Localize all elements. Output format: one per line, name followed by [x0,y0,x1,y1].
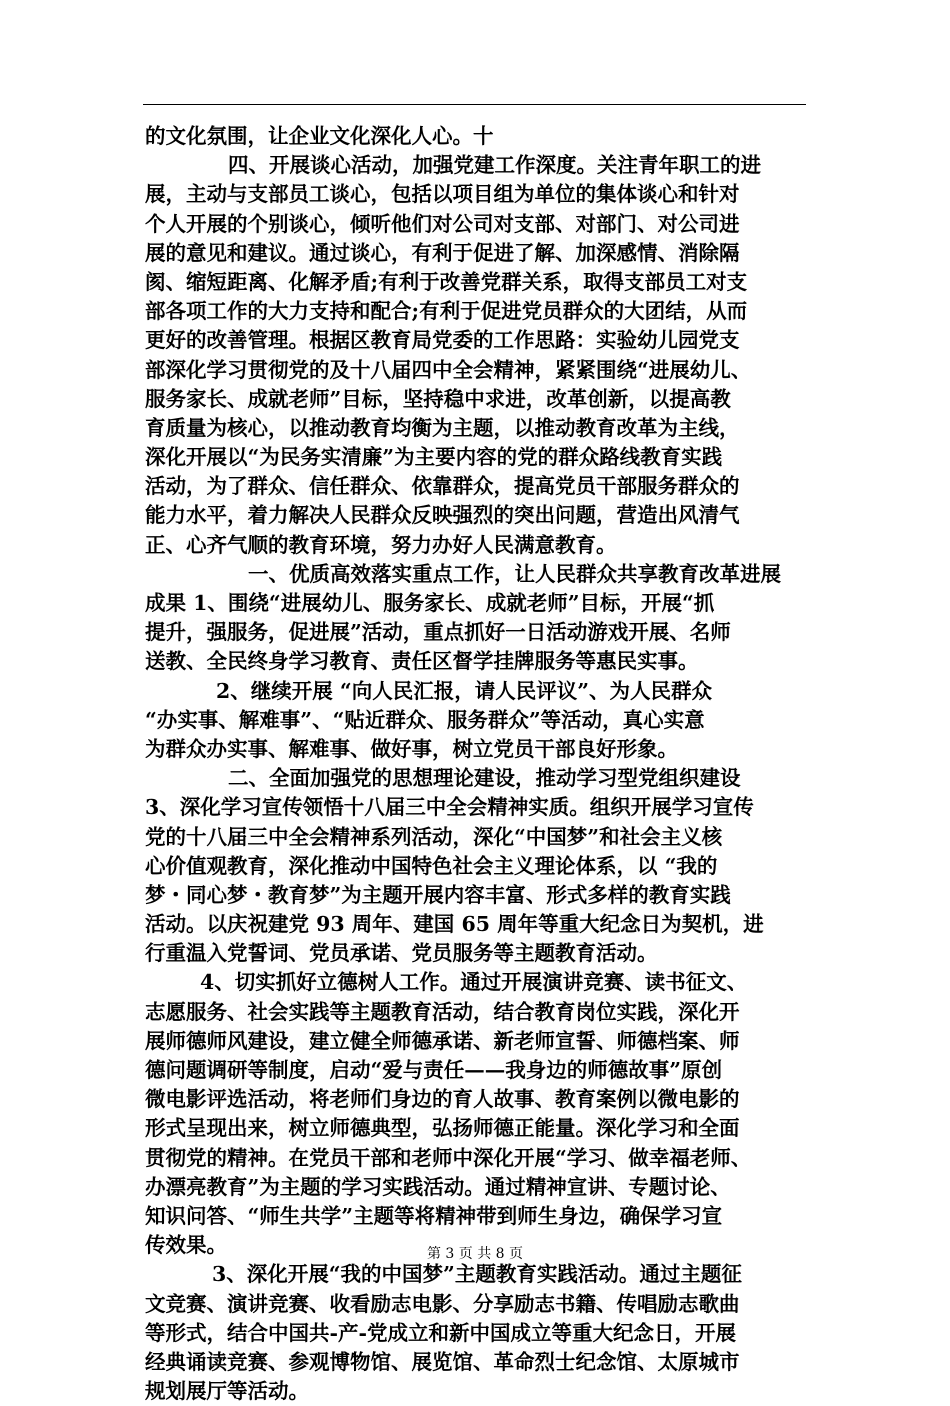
text-line: 微电影评选活动，将老师们身边的育人故事、教育案例以微电影的 [145,1087,740,1112]
text-line: 4、切实抓好立德树人工作。通过开展演讲竞赛、读书征文、 [200,970,748,995]
text-line: 规划展厅等活动。 [145,1379,309,1404]
text-line: 心价值观教育，深化推动中国特色社会主义理论体系，以 “我的 [145,853,718,878]
text-line: 部深化学习贯彻党的及十八届四中全会精神，紧紧围绕“进展幼儿、 [145,357,752,382]
text-line: 提升，强服务，促进展”活动，重点抓好一日活动游戏开展、名师 [145,620,731,645]
document-body [145,122,807,1406]
text-line: 3、深化开展“我的中国梦”主题教育实践活动。通过主题征 [212,1262,742,1287]
text-line: 育质量为核心，以推动教育均衡为主题，以推动教育改革为主线， [145,415,740,440]
text-line: 党的十八届三中全会精神系列活动，深化“中国梦”和社会主义核 [145,824,723,849]
text-line: 为群众办实事、解难事、做好事，树立党员干部良好形象。 [145,736,678,761]
text-line: 2、继续开展 “向人民汇报，请人民评议”、为人民群众 [216,678,712,703]
text-line: 传效果。 [145,1233,227,1258]
text-line: 展师德师风建设，建立健全师德承诺、新老师宣誓、师德档案、师 [145,1028,740,1053]
text-line: 阂、缩短距离、化解矛盾;有利于改善党群关系，取得支部员工对支 [145,269,748,294]
text-line: 3、深化学习宣传领悟十八届三中全会精神实质。组织开展学习宣传 [145,795,754,820]
text-line: 文竞赛、演讲竞赛、收看励志电影、分享励志书籍、传唱励志歌曲 [145,1291,740,1316]
text-line: 送教、全民终身学习教育、责任区督学挂牌服务等惠民实事。 [145,649,699,674]
text-line: 志愿服务、社会实践等主题教育活动，结合教育岗位实践，深化开 [145,999,740,1024]
text-line: 经典诵读竞赛、参观博物馆、展览馆、革命烈士纪念馆、太原城市 [145,1349,740,1374]
text-line: 形式呈现出来，树立师德典型，弘扬师德正能量。深化学习和全面 [145,1116,740,1141]
text-line: 一、优质高效落实重点工作，让人民群众共享教育改革进展 [248,561,781,586]
text-line: 成果 1、围绕“进展幼儿、服务家长、成就老师”目标，开展“抓 [145,591,715,615]
text-line: 四、开展谈心活动，加强党建工作深度。关注青年职工的进 [228,153,761,178]
text-line: 贯彻党的精神。在党员干部和老师中深化开展“学习、做幸福老师、 [145,1145,752,1170]
text-line: 办漂亮教育”为主题的学习实践活动。通过精神宣讲、专题讨论、 [145,1174,731,1199]
text-line: 知识问答、“师生共学”主题等将精神带到师生身边，确保学习宣 [145,1203,723,1228]
text-line: 能力水平，着力解决人民群众反映强烈的突出问题，营造出风清气 [145,503,740,528]
text-line: 部各项工作的大力支持和配合;有利于促进党员群众的大团结，从而 [145,299,748,324]
text-line: 正、心齐气顺的教育环境，努力办好人民满意教育。 [145,532,617,557]
text-line: 活动，为了群众、信任群众、依靠群众，提高党员干部服务群众的 [145,474,740,499]
text-line: “办实事、解难事”、“贴近群众、服务群众”等活动，真心实意 [145,707,705,732]
header-rule [143,104,806,105]
text-line: 个人开展的个别谈心，倾听他们对公司对支部、对部门、对公司进 [145,211,740,236]
text-line: 行重温入党誓词、党员承诺、党员服务等主题教育活动。 [145,941,658,966]
text-line: 梦・同心梦・教育梦”为主题开展内容丰富、形式多样的教育实践 [145,882,731,907]
text-line: 深化开展以“为民务实清廉”为主要内容的党的群众路线教育实践 [145,445,723,470]
text-line: 德问题调研等制度，启动“爱与责任——我身边的师德故事”原创 [145,1058,723,1082]
text-line: 服务家长、成就老师”目标，坚持稳中求进，改革创新，以提高教 [145,386,731,411]
text-line: 的文化氛围，让企业文化深化人心。十 [145,124,494,148]
page-footer: 第 3 页 共 8 页 [426,1246,524,1262]
text-line: 展，主动与支部员工谈心，包括以项目组为单位的集体谈心和针对 [145,182,740,207]
text-line: 二、全面加强党的思想理论建设，推动学习型党组织建设 [228,766,741,791]
text-line: 等形式，结合中国共-产-党成立和新中国成立等重大纪念日，开展 [145,1320,737,1345]
text-line: 活动。以庆祝建党 93 周年、建国 65 周年等重大纪念日为契机，进 [145,912,764,937]
text-line: 展的意见和建议。通过谈心，有利于促进了解、加深感情、消除隔 [145,240,740,265]
text-line: 更好的改善管理。根据区教育局党委的工作思路：实验幼儿园党支 [145,328,740,353]
